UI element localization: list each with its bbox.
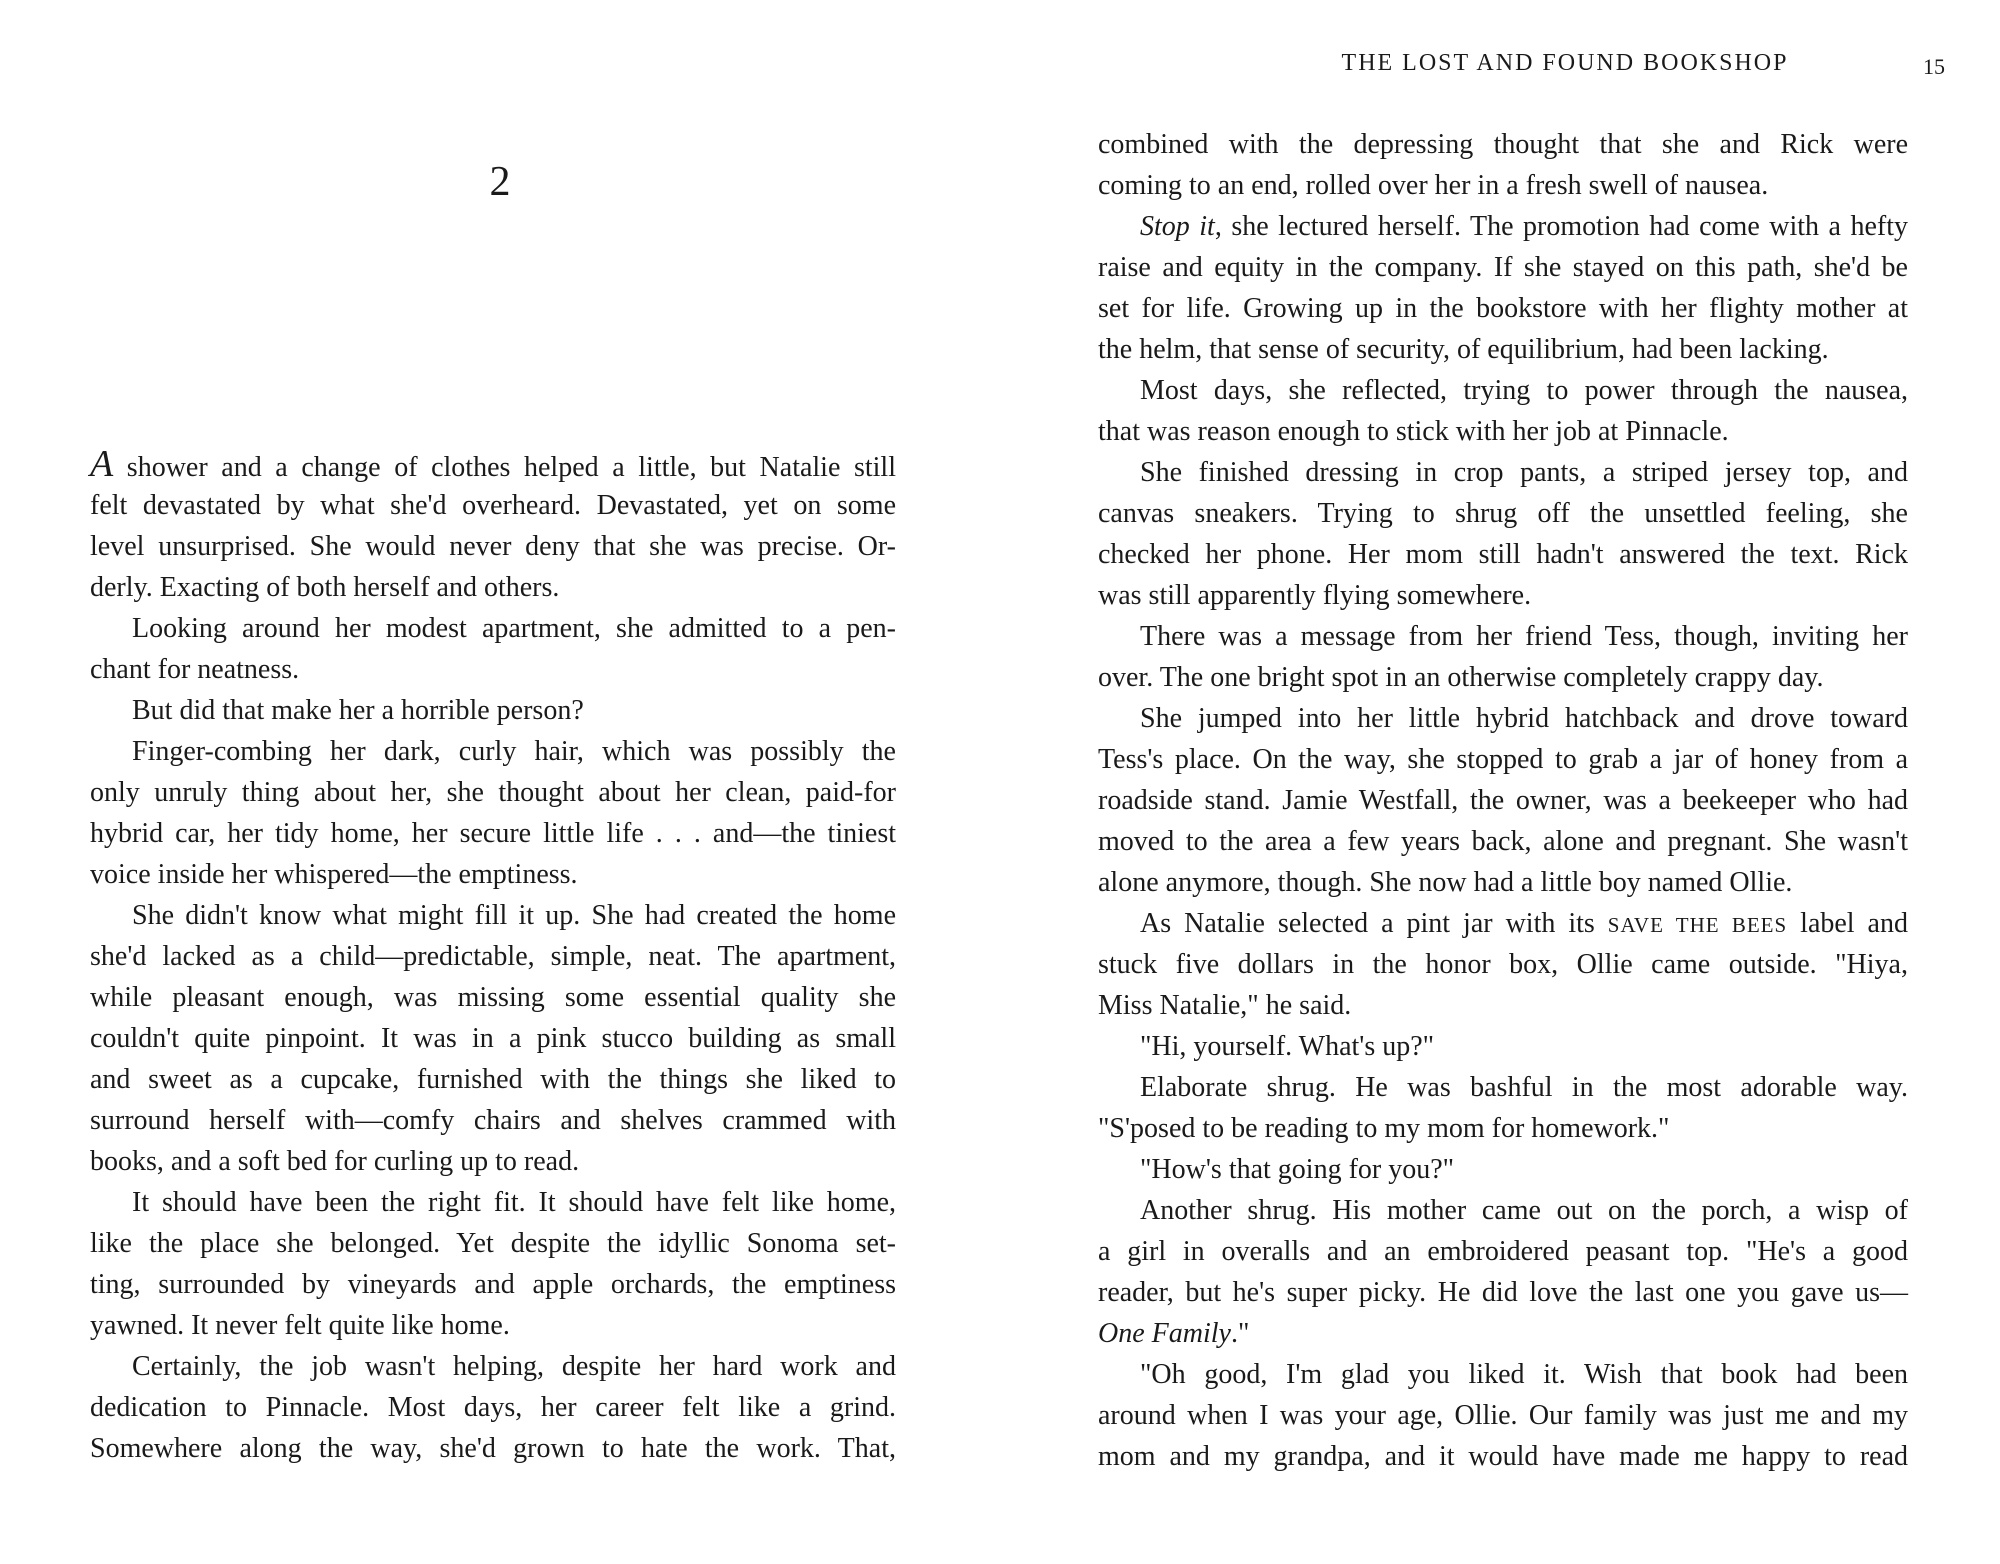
text-line: Looking around her modest apartment, she admitted to a pen-: [132, 613, 896, 644]
text-line: Another shrug. His mother came out on the porch, a wisp of: [1140, 1195, 1908, 1226]
text-line: level unsurprised. She would never deny that she was precise. Or-: [90, 531, 896, 562]
text-line: felt devastated by what she'd overheard. Devastated, yet on some: [90, 490, 896, 521]
text-line: stuck five dollars in the honor box, Ollie came outside. "Hiya,: [1098, 949, 1908, 980]
text-line: while pleasant enough, was missing some essential quality she: [90, 982, 896, 1013]
left-page-text: [90, 444, 896, 1469]
running-head: THE LOST AND FOUND BOOKSHOP: [1341, 50, 1789, 76]
text-line: One Family.": [1098, 1318, 1250, 1349]
text-line: She jumped into her little hybrid hatchback and drove toward: [1140, 703, 1908, 734]
text-line: set for life. Growing up in the bookstore with her flighty mother at: [1098, 293, 1908, 324]
text-line: books, and a soft bed for curling up to read.: [90, 1146, 580, 1177]
text-line: Somewhere along the way, she'd grown to hate the work. That,: [90, 1433, 896, 1464]
text-line: "S'posed to be reading to my mom for homework.": [1098, 1113, 1670, 1144]
text-line: that was reason enough to stick with her job at Pinnacle.: [1098, 416, 1729, 447]
text-line: reader, but he's super picky. He did love the last one you gave us—: [1098, 1277, 1908, 1308]
right-page-text: [1098, 124, 1908, 1477]
text-line: hybrid car, her tidy home, her secure little life . . . and—the tiniest: [90, 818, 896, 849]
text-line: derly. Exacting of both herself and others.: [90, 572, 560, 603]
text-line: chant for neatness.: [90, 654, 300, 685]
text-line: like the place she belonged. Yet despite the idyllic Sonoma set-: [90, 1228, 896, 1259]
text-line: As Natalie selected a pint jar with its SAVE THE BEES label and: [1140, 908, 1908, 939]
text-line: A shower and a change of clothes helped a little, but Natalie still: [90, 443, 896, 485]
page-number: 15: [1923, 54, 1945, 79]
text-line: roadside stand. Jamie Westfall, the owner, was a beekeeper who had: [1098, 785, 1908, 816]
text-line: alone anymore, though. She now had a little boy named Ollie.: [1098, 867, 1793, 898]
text-line: It should have been the right fit. It should have felt like home,: [132, 1187, 896, 1218]
text-line: the helm, that sense of security, of equilibrium, had been lacking.: [1098, 334, 1829, 365]
text-line: She finished dressing in crop pants, a striped jersey top, and: [1140, 457, 1908, 488]
text-line: Stop it, she lectured herself. The promotion had come with a hefty: [1140, 211, 1908, 242]
text-line: coming to an end, rolled over her in a fresh swell of nausea.: [1098, 170, 1769, 201]
text-line: "Hi, yourself. What's up?": [1140, 1031, 1435, 1062]
text-line: and sweet as a cupcake, furnished with the things she liked to: [90, 1064, 896, 1095]
text-line: There was a message from her friend Tess, though, inviting her: [1140, 621, 1908, 652]
text-line: Miss Natalie," he said.: [1098, 990, 1352, 1021]
text-line: Certainly, the job wasn't helping, despite her hard work and: [132, 1351, 896, 1382]
text-line: canvas sneakers. Trying to shrug off the unsettled feeling, she: [1098, 498, 1908, 529]
text-line: voice inside her whispered—the emptiness.: [90, 859, 578, 890]
text-line: raise and equity in the company. If she stayed on this path, she'd be: [1098, 252, 1908, 283]
text-line: ting, surrounded by vineyards and apple orchards, the emptiness: [90, 1269, 896, 1300]
text-line: She didn't know what might fill it up. She had created the home: [132, 900, 896, 931]
text-line: a girl in overalls and an embroidered peasant top. "He's a good: [1098, 1236, 1908, 1267]
text-line: combined with the depressing thought that she and Rick were: [1098, 129, 1908, 160]
text-line: Most days, she reflected, trying to power through the nausea,: [1140, 375, 1908, 406]
text-line: was still apparently flying somewhere.: [1098, 580, 1532, 611]
text-line: dedication to Pinnacle. Most days, her career felt like a grind.: [90, 1392, 896, 1423]
text-line: couldn't quite pinpoint. It was in a pink stucco building as small: [90, 1023, 896, 1054]
text-line: Finger-combing her dark, curly hair, which was possibly the: [132, 736, 896, 767]
text-line: only unruly thing about her, she thought about her clean, paid-for: [90, 777, 896, 808]
text-line: moved to the area a few years back, alone and pregnant. She wasn't: [1098, 826, 1908, 857]
chapter-number: 2: [489, 159, 511, 205]
text-line: Elaborate shrug. He was bashful in the most adorable way.: [1140, 1072, 1908, 1103]
text-line: yawned. It never felt quite like home.: [90, 1310, 510, 1341]
text-line: surround herself with—comfy chairs and shelves crammed with: [90, 1105, 896, 1136]
text-line: But did that make her a horrible person?: [132, 695, 584, 726]
right-page: [1000, 0, 2000, 1564]
text-line: over. The one bright spot in an otherwise completely crappy day.: [1098, 662, 1824, 693]
text-line: Tess's place. On the way, she stopped to grab a jar of honey from a: [1098, 744, 1908, 775]
text-line: checked her phone. Her mom still hadn't answered the text. Rick: [1098, 539, 1908, 570]
text-line: "How's that going for you?": [1140, 1154, 1455, 1185]
text-line: around when I was your age, Ollie. Our family was just me and my: [1098, 1400, 1908, 1431]
text-line: mom and my grandpa, and it would have made me happy to read: [1098, 1441, 1908, 1472]
text-line: she'd lacked as a child—predictable, simple, neat. The apartment,: [90, 941, 896, 972]
text-line: "Oh good, I'm glad you liked it. Wish that book had been: [1140, 1359, 1908, 1390]
